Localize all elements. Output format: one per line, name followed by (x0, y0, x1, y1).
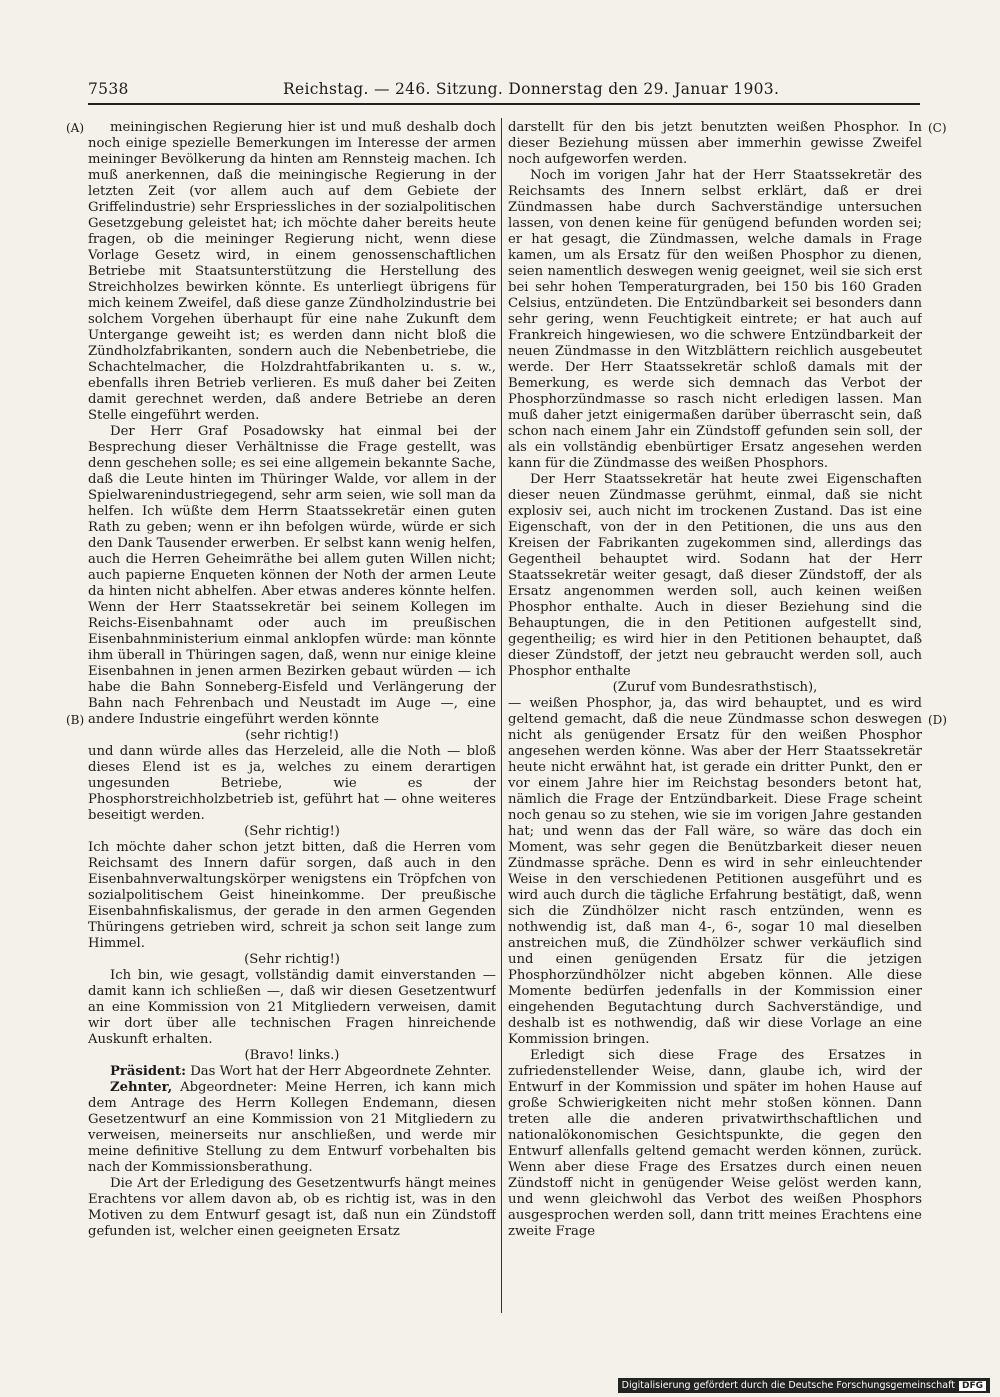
paragraph-text: (Bravo! links.) (244, 1048, 340, 1063)
header-rule (88, 103, 920, 105)
page-header (88, 76, 920, 104)
paragraph (508, 1048, 922, 1240)
paragraph (88, 1064, 496, 1080)
paragraph (88, 120, 496, 424)
credit-text: Digitalisierung gefördert durch die Deutsche Forschungsgemeinschaft (621, 1380, 955, 1391)
margin-mark-c: (C) (928, 121, 947, 135)
paragraph (88, 1080, 496, 1176)
paragraph (88, 424, 496, 728)
paragraph (88, 840, 496, 952)
paragraph-text: Der Herr Staatssekretär hat heute zwei Eigenschaften dieser neuen Zündmasse gerühmt, einmal, daß sie nicht explosiv sei, auch nicht im trockenen Zustand. Das ist eine Eigenschaft, von der in den Petitionen, die uns aus den Kreisen der Fabrikanten zugekommen sind, allerdings das Gegentheil behauptet wird. Sodann hat der Herr Staatssekretär weiter gesagt, daß dieser Zündstoff, der als Ersatz angenommen werden soll, auch keinen weißen Phosphor enthalte. Auch in dieser Beziehung sind die Behauptungen, die in den Petitionen aufgestellt sind, gegentheilig; es wird hier in den Petitionen behauptet, daß dieser Zündstoff, der jetzt neu gebraucht werden soll, auch Phosphor enthalte (508, 472, 922, 679)
paragraph-text: (Zuruf vom Bundesrathstisch), (612, 680, 818, 695)
paragraph (88, 1048, 496, 1064)
digitization-credit (618, 1378, 990, 1393)
paragraph-text: (sehr richtig!) (245, 728, 339, 743)
dfg-logo: DFG (959, 1381, 986, 1391)
paragraph-text: und dann würde alles das Herzeleid, alle die Noth — bloß dieses Elend ist es ja, welches zu einem derartigen ungesunden Betriebe, wie es der Phosphorstreichholzbetrieb ist, geführt hat — ohne weiteres beseitigt werden. (88, 744, 496, 823)
paragraph (508, 120, 922, 168)
margin-mark-d: (D) (928, 713, 947, 727)
paragraph (88, 1176, 496, 1240)
running-title: Reichstag. — 246. Sitzung. Donnerstag den 29. Januar 1903. (283, 80, 780, 98)
column-divider (501, 118, 502, 1313)
paragraph-text: Die Art der Erledigung des Gesetzentwurfs hängt meines Erachtens vor allem davon ab, ob es richtig ist, was in den Motiven zu dem Entwurf gesagt ist, daß nun ein Zündstoff gefunden ist, welcher einen geeigneten Ersatz (88, 1176, 496, 1239)
margin-mark-a: (A) (66, 121, 85, 135)
paragraph-text: Abgeordneter: Meine Herren, ich kann mich dem Antrage des Herrn Kollegen Endemann, diesen Gesetzentwurf an eine Kommission von 21 Mitgliedern zu verweisen, meinerseits nur anschließen, und werde mir meine definitive Stellung zu dem Entwurf vorbehalten bis nach der Kommissionsberathung. (88, 1080, 496, 1175)
paragraph-text: darstellt für den bis jetzt benutzten weißen Phosphor. In dieser Beziehung müssen aber immerhin gewisse Zweifel noch aufgeworfen werden. (508, 120, 922, 167)
paragraph-text: (Sehr richtig!) (244, 952, 340, 967)
paragraph-text: Ich möchte daher schon jetzt bitten, daß die Herren vom Reichsamt des Innern dafür sorgen, daß auch in den Eisenbahnverwaltungskörper wenigstens ein Tröpfchen von sozialpolitischem Geist hineinkomme. Der preußische Eisenbahnfiskalismus, der gerade in den armen Gegenden Thüringens getrieben wird, schreit ja schon seit lange zum Himmel. (88, 840, 496, 951)
right-text-column (508, 120, 922, 1312)
paragraph (88, 968, 496, 1048)
page-number: 7538 (88, 80, 129, 98)
paragraph (508, 168, 922, 472)
paragraph (88, 824, 496, 840)
paragraph (88, 744, 496, 824)
left-text-column (88, 120, 496, 1312)
paragraph-text: Noch im vorigen Jahr hat der Herr Staatssekretär des Reichsamts des Innern selbst erklärt, daß er drei Zündmassen habe durch Sachverständige untersuchen lassen, von denen keine für genügend befunden worden sei; er hat gesagt, die Zündmassen, welche damals in Frage kamen, um als Ersatz für den weißen Phosphor zu dienen, seien namentlich deswegen wenig geeignet, weil sie sich erst bei sehr hohen Temperaturgraden, bei 150 bis 160 Graden Celsius, entzündeten. Die Entzündbarkeit sei besonders dann sehr gering, wenn Feuchtigkeit eintrete; er hat auch auf Frankreich hingewiesen, wo die schwere Entzündbarkeit der neuen Zündmasse in den Witzblättern reichlich ausgebeutet werde. Der Herr Staatssekretär schloß damals mit der Bemerkung, es werde sich demnach das Verbot der Phosphorzündmasse so rasch nicht erledigen lassen. Man muß daher jetzt einigermaßen darüber überrascht sein, daß schon nach einem Jahr ein Zündstoff gefunden sein soll, der als ein vollständig ebenbürtiger Ersatz angesehen werden kann für die Zündmasse des weißen Phosphors. (508, 168, 922, 471)
paragraph-text: Das Wort hat der Herr Abgeordnete Zehnter. (190, 1064, 492, 1079)
paragraph-text: Ich bin, wie gesagt, vollständig damit einverstanden — damit kann ich schließen —, daß wir diesen Gesetzentwurf an eine Kommission von 21 Mitgliedern verweisen, damit wir dort über alle technischen Fragen hinreichende Auskunft erhalten. (88, 968, 496, 1047)
paragraph-text: (Sehr richtig!) (244, 824, 340, 839)
paragraph (88, 952, 496, 968)
paragraph-text: Der Herr Graf Posadowsky hat einmal bei der Besprechung dieser Verhältnisse die Frage gestellt, was denn geschehen solle; es sei eine allgemein bekannte Sache, daß die Leute hinten im Thüringer Walde, vor allem in der Spielwarenindustriegegend, sehr arm seien, wie soll man da helfen. Ich wüßte dem Herrn Staatssekretär einen guten Rath zu geben; wenn er ihn befolgen würde, würde er sich den Dank Tausender erwerben. Er selbst kann wenig helfen, auch die Herren Geheimräthe bei allem guten Willen nicht; auch papierne Enqueten können der Noth der armen Leute da hinten nicht abhelfen. Aber etwas anderes könnte helfen. Wenn der Herr Staatssekretär bei seinem Kollegen im Reichs-Eisenbahnamt oder auch im preußischen Eisenbahnministerium einmal anklopfen würde: man könnte ihm überall in Thüringen sagen, daß, wenn nur einige kleine Eisenbahnen in jenen armen Bezirken gebaut würden — ich habe die Bahn Sonneberg-Eisfeld und Verlängerung der Bahn nach Fehrenbach und Neustadt im Auge —, eine andere Industrie eingeführt werden könnte (88, 424, 496, 727)
paragraph (508, 680, 922, 696)
paragraph (508, 696, 922, 1048)
paragraph (88, 728, 496, 744)
paragraph-text: — weißen Phosphor, ja, das wird behauptet, und es wird geltend gemacht, daß die neue Zündmasse schon deswegen nicht als genügender Ersatz für den weißen Phosphor angesehen werden könne. Was aber der Herr Staatssekretär heute nicht erwähnt hat, ist gerade ein dritter Punkt, den er vor einem Jahre hier im Reichstag besonders betont hat, nämlich die Frage der Entzündbarkeit. Diese Frage scheint noch genau so zu stehen, wie sie im vorigen Jahre gestanden hat; und wenn das der Fall wäre, so wäre das doch ein Moment, was sehr gegen die Benützbarkeit dieser neuen Zündmasse spräche. Denn es wird in sehr einleuchtender Weise in den verschiedenen Petitionen ausgeführt und es wird auch durch die tägliche Erfahrung bestätigt, daß, wenn sich die Zündhölzer nicht rasch entzünden, wenn es nothwendig ist, daß man 4-, 6-, sogar 10 mal dieselben anstreichen muß, die Zündhölzer schwer verkäuflich sind und einen genügenden Ersatz für die jetzigen Phosphorzündhölzer nicht abgeben können. Alle diese Momente bedürfen jedenfalls in der Kommission einer eingehenden Begutachtung durch Sachverständige, und deshalb ist es nothwendig, daß wir diese Vorlage an eine Kommission bringen. (508, 696, 922, 1047)
paragraph (508, 472, 922, 680)
speaker-name: Zehnter, (110, 1080, 173, 1095)
paragraph-text: Erledigt sich diese Frage des Ersatzes in zufriedenstellender Weise, dann, glaube ich, wird der Entwurf in der Kommission und später im hohen Hause auf große Schwierigkeiten nicht mehr stoßen können. Dann treten alle die anderen privatwirthschaftlichen und nationalökonomischen Gesichtspunkte, die gegen den Entwurf allenfalls geltend gemacht werden können, zurück. Wenn aber diese Frage des Ersatzes durch einen neuen Zündstoff nicht in genügender Weise gelöst werden kann, und wenn gleichwohl das Verbot des weißen Phosphors ausgesprochen werden soll, dann tritt meines Erachtens eine zweite Frage (508, 1048, 922, 1239)
paragraph-text: meiningischen Regierung hier ist und muß deshalb doch noch einige spezielle Bemerkungen im Interesse der armen meininger Bevölkerung da hinten am Rennsteig machen. Ich muß anerkennen, daß die meiningische Regierung in der letzten Zeit (vor allem auch auf dem Gebiete der Griffelindustrie) sehr Erspriessliches in der sozialpolitischen Gesetzgebung geleistet hat; ich möchte daher bereits heute fragen, ob die meininger Regierung nicht, wenn diese Vorlage Gesetz wird, in einem genossenschaftlichen Betriebe mit Staatsunterstützung die Herstellung des Streichholzes bewirken könnte. Es unterliegt übrigens für mich keinem Zweifel, daß diese ganze Zündholzindustrie bei solchem Vorgehen überhaupt für eine nahe Zukunft dem Untergange geweiht ist; es werden dann nicht bloß die Zündholzfabrikanten, sondern auch die Nebenbetriebe, die Schachtelmacher, die Holzdrahtfabrikanten u. s. w., ebenfalls ihren Betrieb verlieren. Es muß daher bei Zeiten damit gerechnet werden, daß andere Betriebe an deren Stelle eingeführt werden. (88, 120, 496, 423)
speaker-name: Präsident: (110, 1064, 187, 1079)
margin-mark-b: (B) (66, 713, 85, 727)
